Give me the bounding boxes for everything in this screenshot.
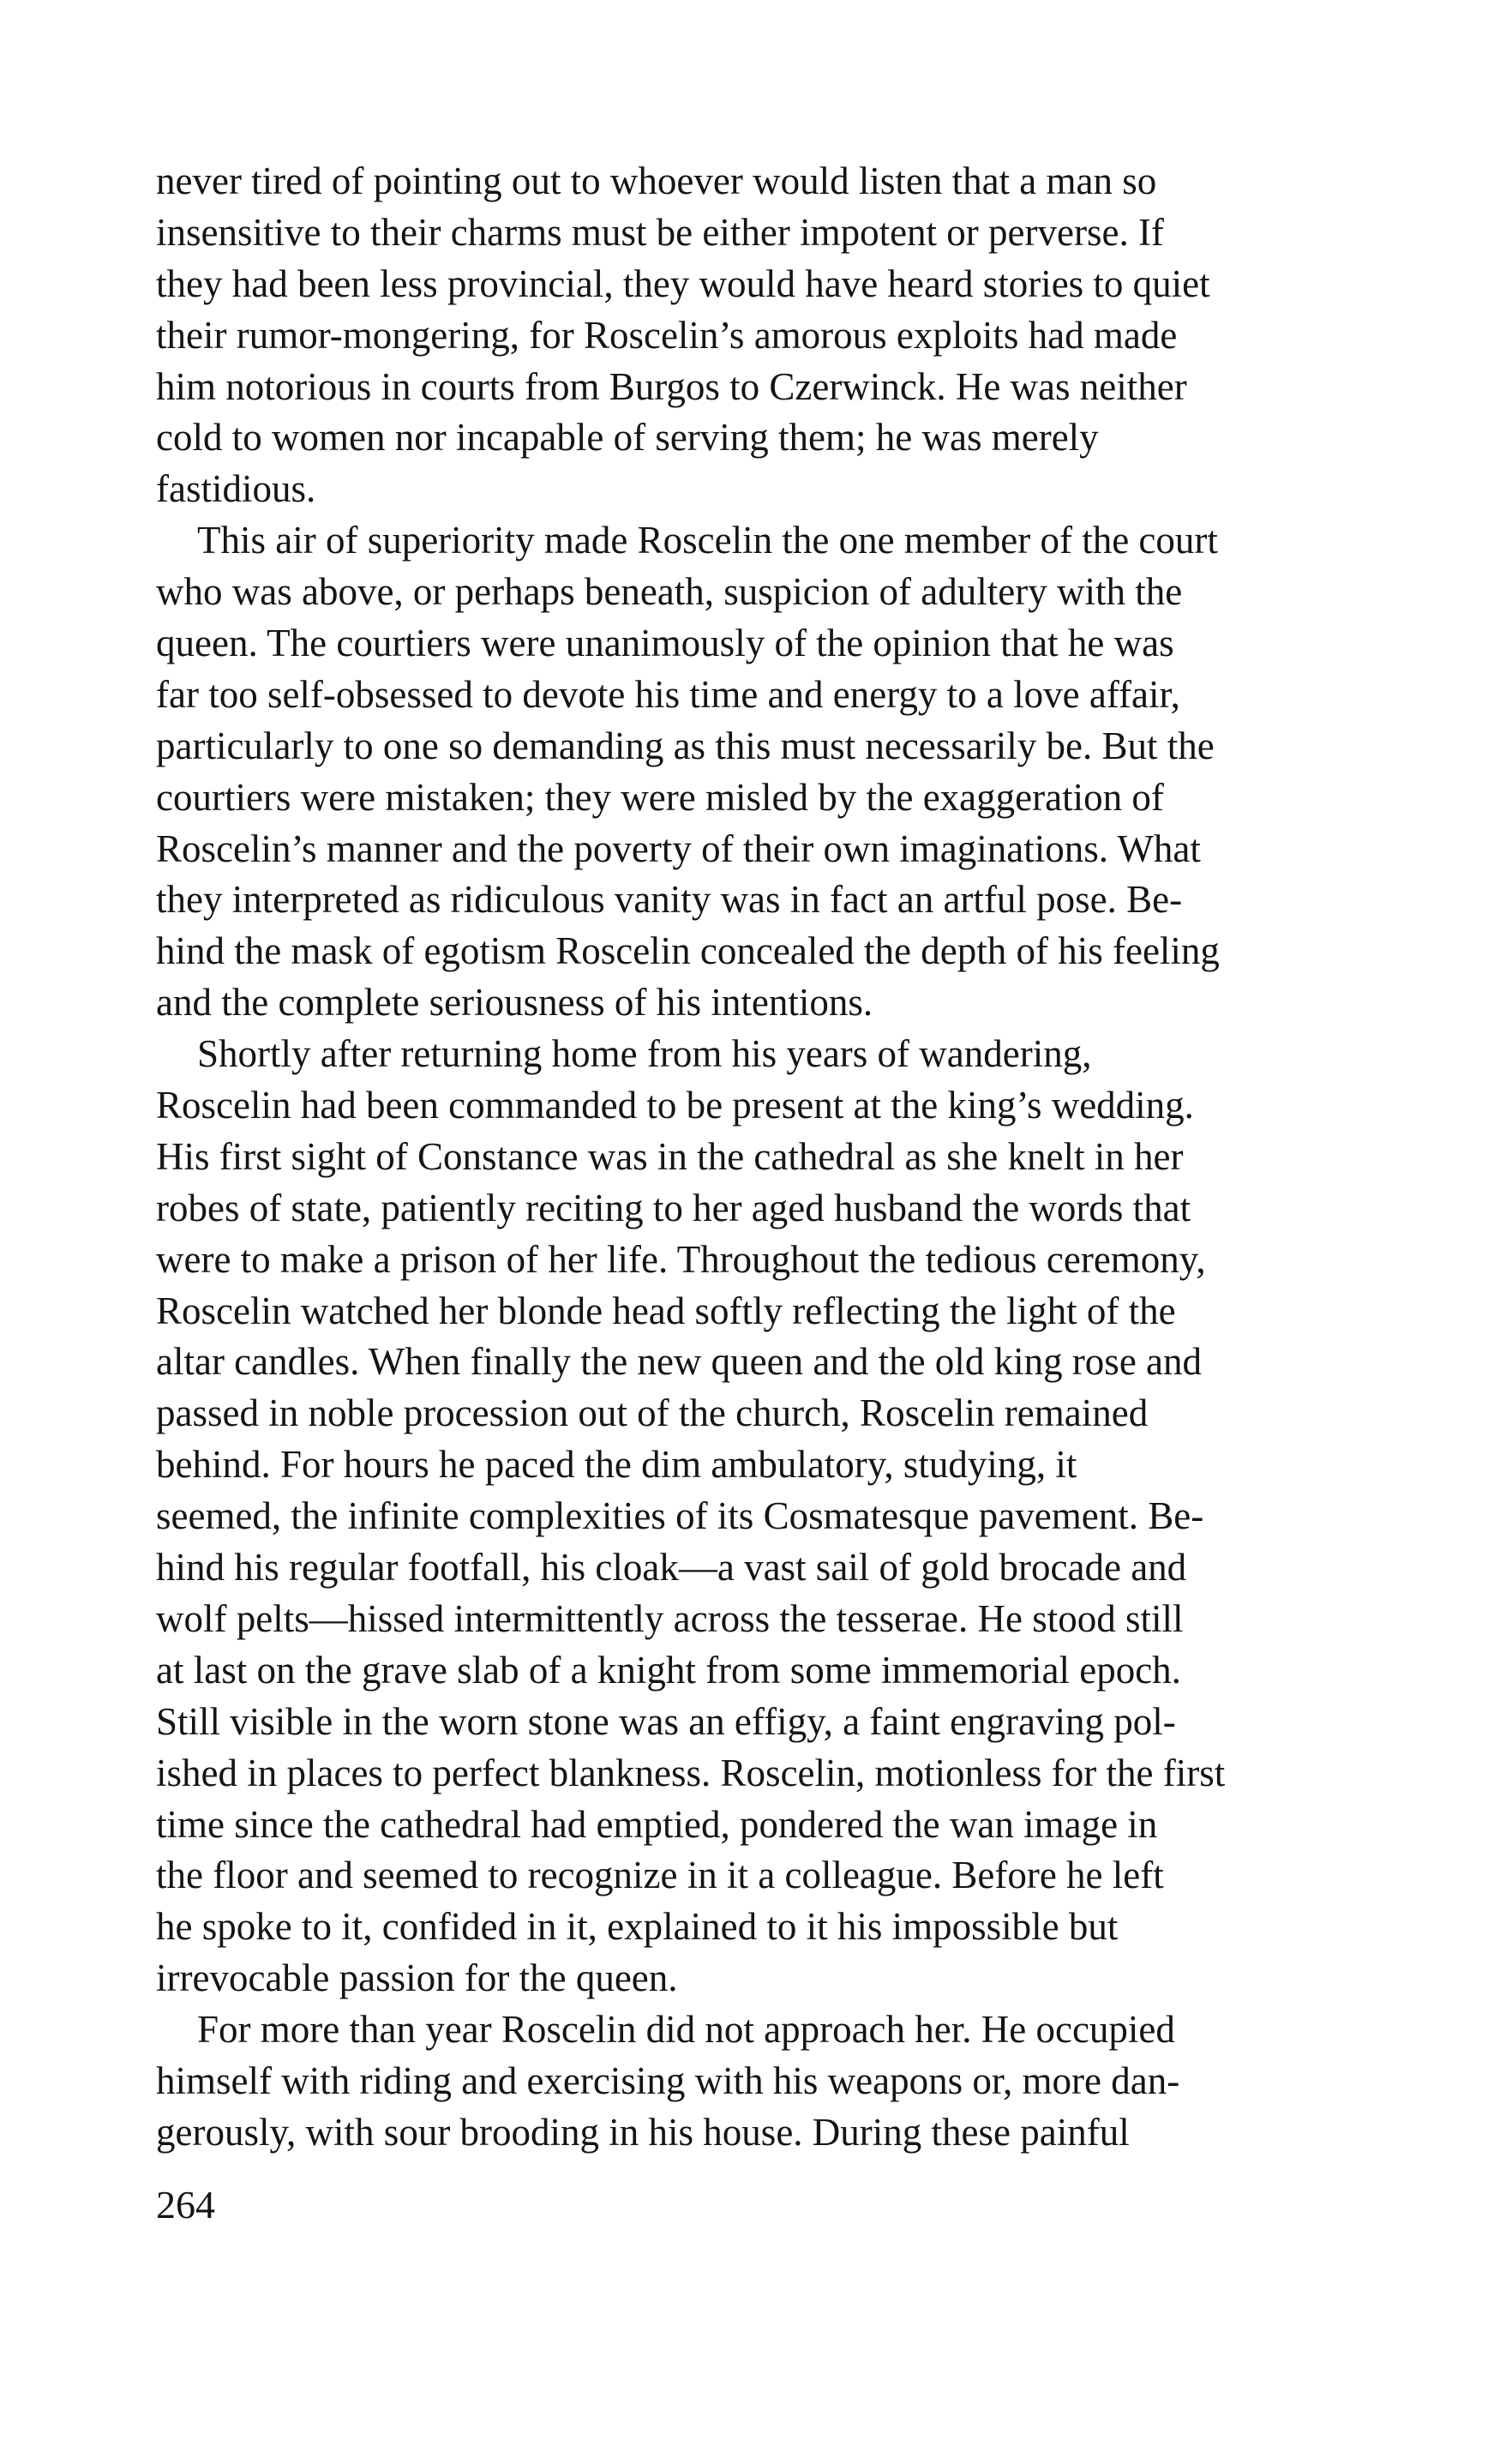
text-line: himself with riding and exercising with his weapons or, more dan-: [156, 2058, 1180, 2102]
text-line: cold to women nor incapable of serving them; he was merely: [156, 416, 1099, 460]
text-line: irrevocable passion for the queen.: [156, 1956, 678, 2000]
text-line: queen. The courtiers were unanimously of the opinion that he was: [156, 622, 1174, 665]
text-line: him notorious in courts from Burgos to Czerwinck. He was neither: [156, 364, 1187, 408]
text-line: they had been less provincial, they would have heard stories to quiet: [156, 261, 1210, 305]
text-line: he spoke to it, confided in it, explained to it his impossible but: [156, 1905, 1119, 1949]
text-line: Roscelin had been commanded to be present at the king’s wedding.: [156, 1084, 1194, 1127]
text-line: courtiers were mistaken; they were misled by the exaggeration of: [156, 775, 1164, 819]
text-line: Roscelin watched her blonde head softly reflecting the light of the: [156, 1289, 1176, 1332]
text-line: time since the cathedral had emptied, pondered the wan image in: [156, 1802, 1158, 1846]
text-line: robes of state, patiently reciting to her aged husband the words that: [156, 1186, 1191, 1229]
text-line: passed in noble procession out of the church, Roscelin remained: [156, 1391, 1149, 1435]
text-line: and the complete seriousness of his intentions.: [156, 981, 873, 1025]
text-line: far too self-obsessed to devote his time and energy to a love affair,: [156, 672, 1180, 716]
text-line: ished in places to perfect blankness. Roscelin, motionless for the first: [156, 1751, 1226, 1794]
text-line: wolf pelts—hissed intermittently across the tesserae. He stood still: [156, 1596, 1184, 1640]
page-number: 264: [156, 2183, 215, 2227]
text-line: hind the mask of egotism Roscelin concealed the depth of his feeling: [156, 929, 1220, 973]
text-line: His first sight of Constance was in the cathedral as she knelt in her: [156, 1134, 1184, 1178]
text-line: Roscelin’s manner and the poverty of their own imaginations. What: [156, 826, 1201, 870]
body-text: [156, 156, 1356, 2159]
text-line: never tired of pointing out to whoever would listen that a man so: [156, 159, 1157, 202]
text-line: insensitive to their charms must be either impotent or perverse. If: [156, 210, 1164, 254]
text-line: This air of superiority made Roscelin the one member of the court: [197, 519, 1218, 562]
text-line: gerously, with sour brooding in his house. During these painful: [156, 2110, 1130, 2154]
text-line: were to make a prison of her life. Throughout the tedious ceremony,: [156, 1237, 1206, 1281]
text-line: Still visible in the worn stone was an effigy, a faint engraving pol-: [156, 1699, 1176, 1743]
text-line: For more than year Roscelin did not approach her. He occupied: [197, 2008, 1175, 2052]
text-line: their rumor-mongering, for Roscelin’s amorous exploits had made: [156, 313, 1178, 357]
text-line: they interpreted as ridiculous vanity was in fact an artful pose. Be-: [156, 878, 1183, 922]
text-line: hind his regular footfall, his cloak—a vast sail of gold brocade and: [156, 1546, 1187, 1590]
text-line: at last on the grave slab of a knight from some immemorial epoch.: [156, 1648, 1181, 1692]
text-line: behind. For hours he paced the dim ambulatory, studying, it: [156, 1443, 1077, 1487]
text-line: the floor and seemed to recognize in it a colleague. Before he left: [156, 1854, 1164, 1897]
text-line: altar candles. When finally the new queen and the old king rose and: [156, 1340, 1203, 1384]
text-line: particularly to one so demanding as this must necessarily be. But the: [156, 724, 1215, 767]
text-line: who was above, or perhaps beneath, suspicion of adultery with the: [156, 570, 1183, 614]
text-line: Shortly after returning home from his years of wandering,: [197, 1032, 1092, 1076]
text-line: fastidious.: [156, 467, 316, 511]
text-line: seemed, the infinite complexities of its Cosmatesque pavement. Be-: [156, 1494, 1204, 1538]
